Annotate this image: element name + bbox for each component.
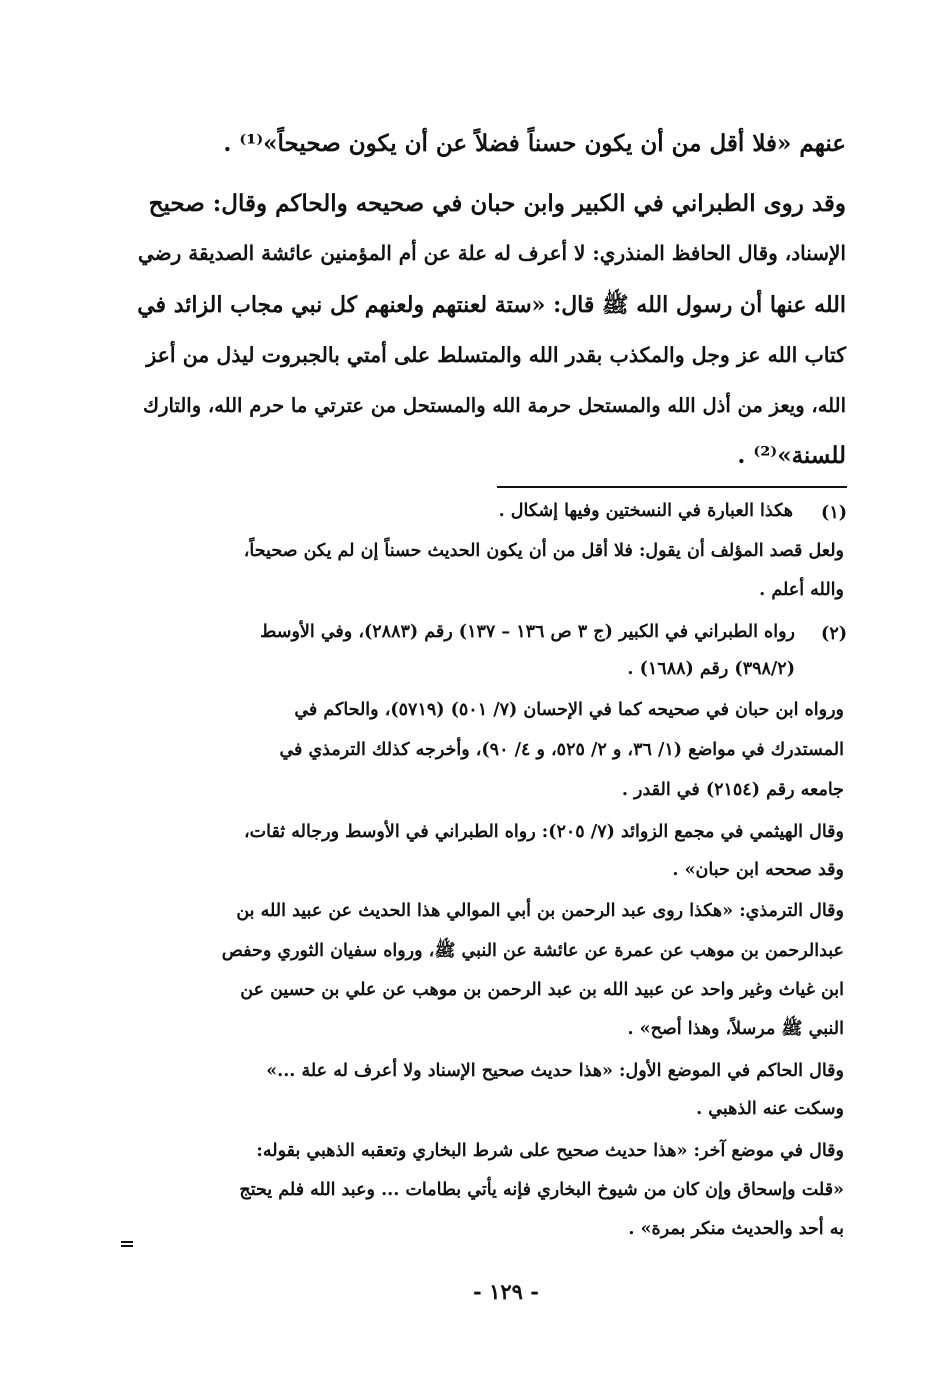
footnote-line: (٣٩٨/٢) رقم (١٦٨٨) . — [627, 659, 795, 679]
footnote-line: هكذا العبارة في النسختين وفيها إشكال . — [498, 501, 793, 521]
footnote-line: المستدرك في مواضع (١/ ٣٦، و ٢/ ٥٢٥، و ٤/ ٩٠)، وأخرجه كذلك الترمذي في — [279, 740, 844, 760]
footnote-line: عبدالرحمن بن موهب عن عمرة عن عائشة عن النبي ﷺ، ورواه سفيان الثوري وحفص — [221, 941, 844, 961]
main-text-line: للسنة»⁽²⁾ . — [737, 442, 846, 469]
footnote-line: به أحد والحديث منكر بمرة» . — [628, 1219, 844, 1239]
footnote-number: (٢) — [821, 624, 847, 644]
footnote-line: والله أعلم . — [759, 580, 844, 600]
footnote-divider — [497, 486, 847, 488]
footnote-line: وقال في موضع آخر: «هذا حديث صحيح على شرط البخاري وتعقبه الذهبي بقوله: — [256, 1141, 844, 1161]
footnote-line: ولعل قصد المؤلف أن يقول: فلا أقل من أن يكون الحديث حسناً إن لم يكن صحيحاً، — [243, 541, 844, 561]
footnote-line: جامعه رقم (٢١٥٤) في القدر . — [621, 780, 844, 800]
main-text-line: الإسناد، وقال الحافظ المنذري: لا أعرف له علة عن أم المؤمنين عائشة الصديقة رضي — [138, 241, 846, 265]
footnote-line: وسكت عنه الذهبي . — [696, 1099, 844, 1119]
footnote-line: وقال الحاكم في الموضع الأول: «هذا حديث صحيح الإسناد ولا أعرف له علة ...» — [266, 1061, 844, 1081]
main-text-line: الله عنها أن رسول الله ﷺ قال: «ستة لعنتهم ولعنهم كل نبي مجاب الزائد في — [137, 292, 846, 318]
main-text-line: كتاب الله عز وجل والمكذب بقدر الله والمتسلط على أمتي بالجبروت ليذل من أعز — [146, 343, 846, 367]
footnote-line: رواه الطبراني في الكبير (ج ٣ ص ١٣٦ – ١٣٧) رقم (٢٨٨٣)، وفي الأوسط — [260, 622, 795, 642]
footnote-line: «قلت وإسحاق وإن كان من شيوخ البخاري فإنه يأتي بطامات ... وعبد الله فلم يحتج — [239, 1180, 844, 1200]
footnote-line: وقد صححه ابن حبان» . — [672, 860, 844, 880]
footnote-line: وقال الهيثمي في مجمع الزوائد (٧/ ٢٠٥): رواه الطبراني في الأوسط ورجاله ثقات، — [244, 822, 844, 842]
footnote-line: النبي ﷺ مرسلاً، وهذا أصح» . — [627, 1019, 844, 1039]
footnote-line: ابن غياث وغير واحد عن عبيد الله بن عبد الرحمن بن موهب عن علي بن حسين عن — [240, 980, 844, 1000]
main-text-line: الله، ويعز من أذل الله والمستحل حرمة الله والمستحل من عترتي ما حرم الله، والتارك — [143, 394, 846, 417]
footnote-line: ورواه ابن حبان في صحيحه كما في الإحسان (٧/ ٥٠١) (٥٧١٩)، والحاكم في — [294, 700, 844, 720]
main-text-line: عنهم «فلا أقل من أن يكون حسناً فضلاً عن أن يكون صحيحاً»⁽¹⁾ . — [223, 130, 846, 157]
footnote-line: وقال الترمذي: «هكذا روى عبد الرحمن بن أبي الموالي هذا الحديث عن عبيد الله بن — [236, 901, 844, 921]
footnote-number: (١) — [821, 503, 847, 523]
main-text-line: وقد روى الطبراني في الكبير وابن حبان في صحيحه والحاكم وقال: صحيح — [148, 190, 846, 217]
margin-mark — [121, 1241, 133, 1247]
page-number: - ١٢٩ - — [473, 1279, 539, 1304]
